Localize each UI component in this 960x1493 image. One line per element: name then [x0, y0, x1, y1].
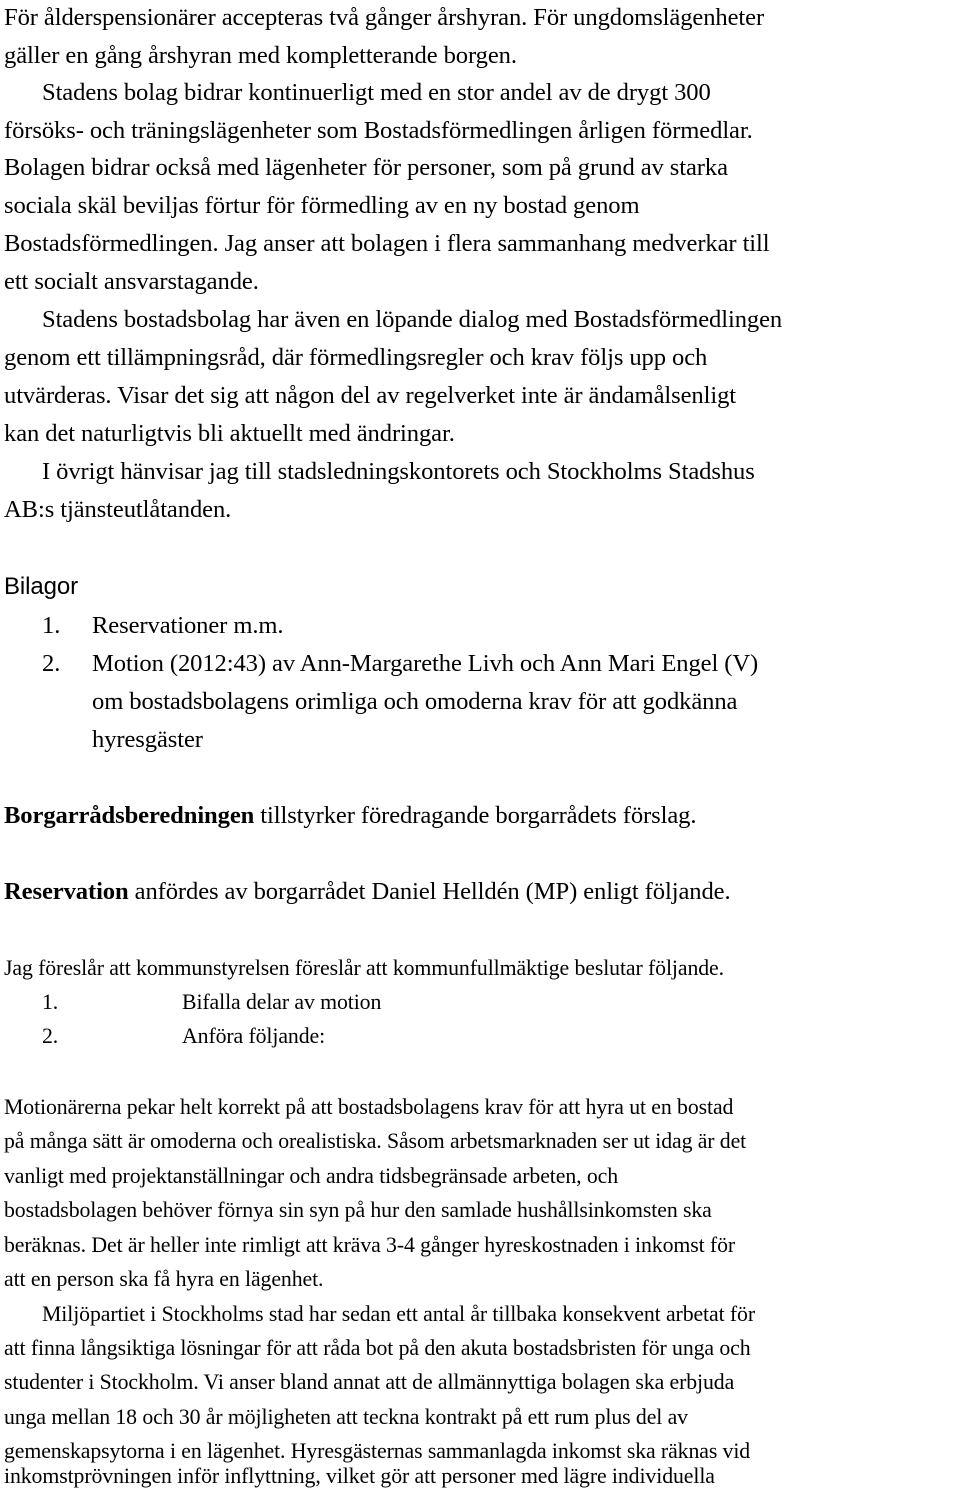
body-text-line: kan det naturligtvis bli aktuellt med ändringar. [4, 420, 455, 447]
body-text-line: sociala skäl beviljas förtur för förmedling av en ny bostad genom [4, 192, 640, 219]
body-text-line: att en person ska få hyra en lägenhet. [4, 1267, 324, 1291]
attachment-item: om bostadsbolagens orimliga och omoderna krav för att godkänna [92, 688, 738, 715]
body-text-line: gemenskapsytorna i en lägenhet. Hyresgästernas sammanlagda inkomst ska räknas vid [4, 1439, 751, 1463]
body-text-line: unga mellan 18 och 30 år möjligheten att teckna kontrakt på ett rum plus del av [4, 1405, 688, 1429]
reservation-statement [4, 880, 731, 905]
body-text-line: inkomstprövningen inför inflyttning, vilket gör att personer med lägre individuella [4, 1464, 715, 1488]
body-text-line: AB:s tjänsteutlåtanden. [4, 496, 232, 523]
body-text-line: att finna långsiktiga lösningar för att råda bot på den akuta bostadsbristen för unga och [4, 1336, 751, 1360]
reservation-text: anfördes av borgarrådet Daniel Helldén (MP) enligt följande. [128, 878, 731, 905]
attachment-item: Motion (2012:43) av Ann-Margarethe Livh och Ann Mari Engel (V) [92, 650, 759, 677]
body-text-line: Bostadsförmedlingen. Jag anser att bolagen i flera sammanhang medverkar till [4, 230, 770, 257]
body-text-line: Bolagen bidrar också med lägenheter för personer, som på grund av starka [4, 154, 728, 181]
body-text-line: beräknas. Det är heller inte rimligt att kräva 3-4 gånger hyreskostnaden i inkomst för [4, 1233, 736, 1257]
attachment-item: hyresgäster [92, 726, 203, 753]
committee-name: Borgarrådsberedningen [4, 802, 255, 829]
body-text-line: på många sätt är omoderna och orealistiska. Såsom arbetsmarknaden ser ut idag är det [4, 1129, 747, 1153]
attachment-number: 2. [42, 650, 61, 677]
proposal-item: Bifalla delar av motion [182, 990, 382, 1014]
attachment-number: 1. [42, 612, 61, 639]
committee-text: tillstyrker föredragande borgarrådets förslag. [254, 802, 697, 829]
body-text-line: studenter i Stockholm. Vi anser bland annat att de allmännyttiga bolagen ska erbjuda [4, 1370, 735, 1394]
reservation-label: Reservation [4, 878, 129, 905]
proposal-item: Anföra följande: [182, 1024, 326, 1048]
body-text-line: I övrigt hänvisar jag till stadsledningskontorets och Stockholms Stadshus [42, 458, 755, 485]
proposal-number: 1. [42, 990, 59, 1014]
body-text-line: Stadens bolag bidrar kontinuerligt med en stor andel av de drygt 300 [42, 79, 711, 106]
proposal-number: 2. [42, 1024, 59, 1048]
body-text-line: Motionärerna pekar helt korrekt på att bostadsbolagens krav för att hyra ut en bostad [4, 1095, 734, 1119]
body-text-line: utvärderas. Visar det sig att någon del av regelverket inte är ändamålsenligt [4, 382, 737, 409]
body-text-line: För ålderspensionärer accepteras två gånger årshyran. För ungdomslägenheter [4, 4, 765, 31]
body-text-line: ett socialt ansvarstagande. [4, 268, 259, 295]
body-text-line: vanligt med projektanställningar och andra tidsbegränsade arbeten, och [4, 1164, 618, 1188]
body-text-line: genom ett tillämpningsråd, där förmedlingsregler och krav följs upp och [4, 344, 708, 371]
attachments-heading: Bilagor [4, 573, 79, 600]
body-text-line: bostadsbolagen behöver förnya sin syn på hur den samlade hushållsinkomsten ska [4, 1198, 712, 1222]
body-text-line: Stadens bostadsbolag har även en löpande dialog med Bostadsförmedlingen [42, 306, 783, 333]
proposal-intro: Jag föreslår att kommunstyrelsen föreslår att kommunfullmäktige beslutar följande. [4, 956, 724, 980]
attachment-item: Reservationer m.m. [92, 612, 284, 639]
body-text-line: gäller en gång årshyran med kompletterande borgen. [4, 42, 517, 69]
committee-statement [4, 804, 696, 829]
body-text-line: Miljöpartiet i Stockholms stad har sedan ett antal år tillbaka konsekvent arbetat för [42, 1302, 756, 1326]
body-text-line: försöks- och träningslägenheter som Bostadsförmedlingen årligen förmedlar. [4, 117, 753, 144]
